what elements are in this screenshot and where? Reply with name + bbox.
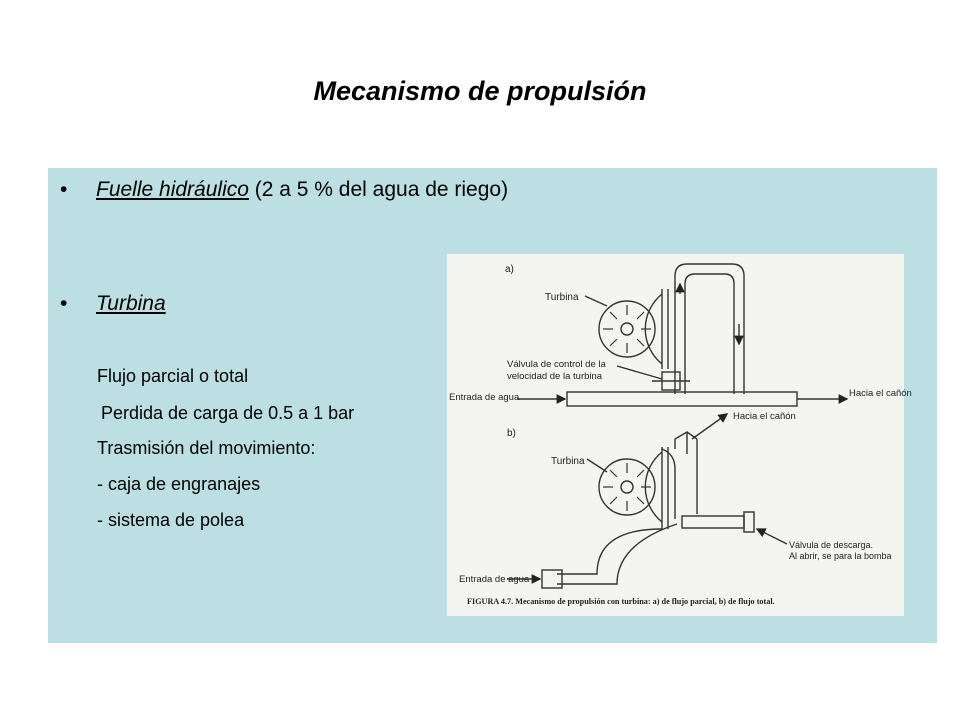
label-b-hacia: Hacia el cañón — [733, 411, 796, 422]
label-b-turbina: Turbina — [551, 456, 585, 467]
label-a-valvula-2: velocidad de la turbina — [507, 371, 603, 382]
label-b-valvula-2: Al abrir, se para la bomba — [789, 551, 892, 561]
panel-b-label: b) — [507, 428, 516, 439]
turbine-figure — [447, 254, 912, 616]
detail-engranajes: - caja de engranajes — [97, 474, 261, 494]
label-a-hacia: Hacia el cañón — [849, 388, 912, 399]
detail-polea: - sistema de polea — [97, 510, 245, 530]
bullet-turbina — [60, 292, 166, 316]
bullet-fuelle — [60, 178, 508, 202]
label-a-valvula-1: Válvula de control de la — [507, 359, 606, 370]
bullet-turbina-title: Turbina — [96, 292, 166, 315]
bullet-marker: • — [60, 178, 68, 201]
turbine-diagram — [447, 254, 912, 616]
bullet-fuelle-title: Fuelle hidráulico — [96, 178, 249, 201]
bullet-fuelle-detail: (2 a 5 % del agua de riego) — [248, 178, 509, 201]
bullet-marker: • — [60, 292, 68, 315]
label-a-turbina: Turbina — [545, 292, 579, 303]
label-b-entrada: Entrada de agua — [459, 574, 530, 585]
label-b-valvula-1: Válvula de descarga. — [789, 540, 874, 550]
figure-caption: FIGURA 4.7. Mecanismo de propulsión con turbina: a) de flujo parcial, b) de flujo total. — [467, 597, 775, 606]
detail-perdida: Perdida de carga de 0.5 a 1 bar — [101, 403, 355, 423]
detail-trasmision: Trasmisión del movimiento: — [97, 438, 316, 458]
detail-flujo: Flujo parcial o total — [97, 366, 249, 386]
label-a-entrada: Entrada de agua — [449, 392, 520, 403]
panel-a-label: a) — [505, 264, 514, 275]
slide-title: Mecanismo de propulsión — [313, 76, 647, 106]
